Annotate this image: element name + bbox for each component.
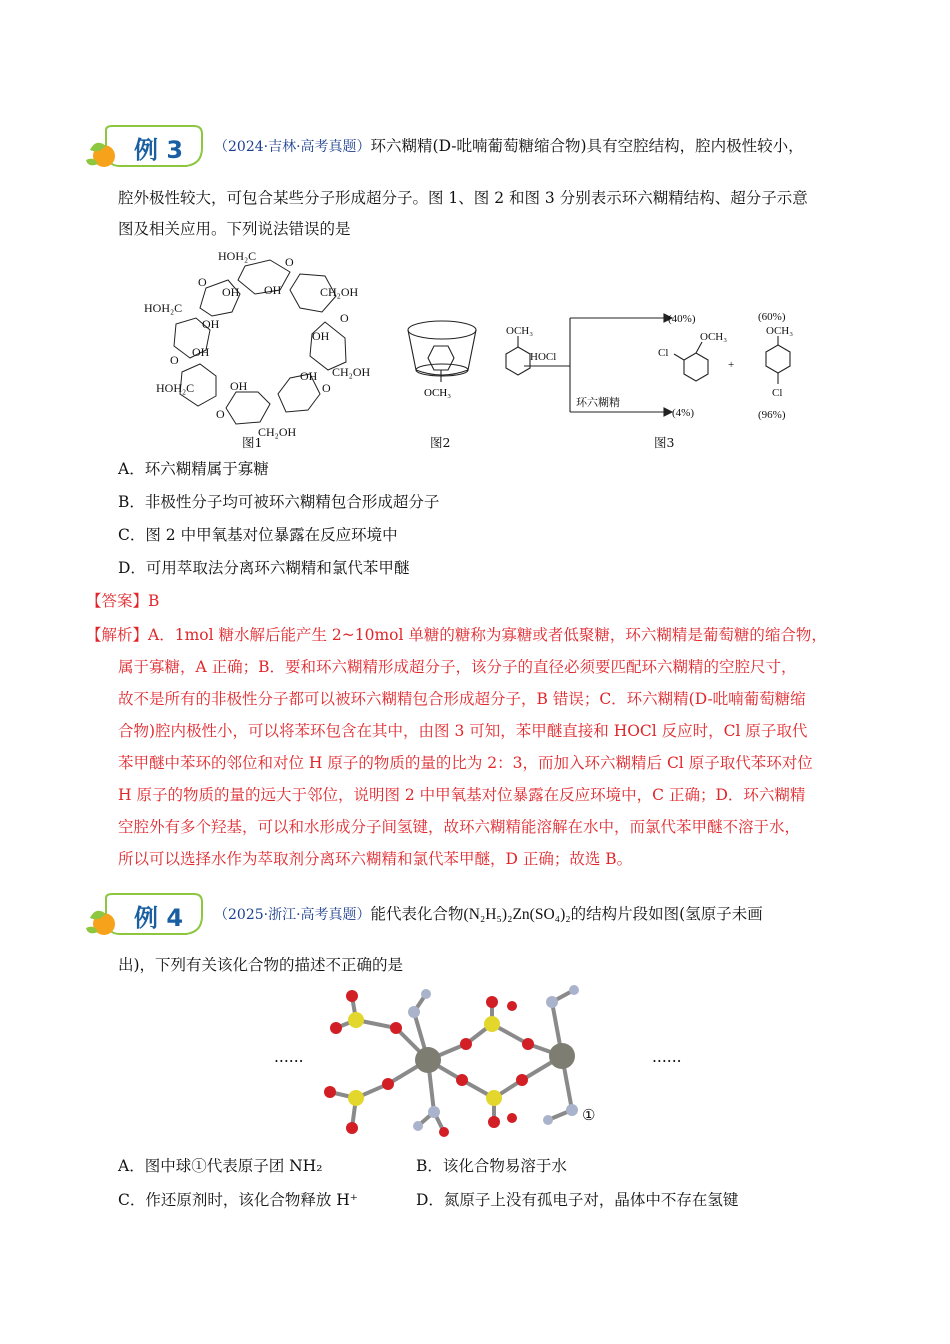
n-atom — [566, 1104, 578, 1116]
example3-stem-line3: 图及相关应用。下列说法错误的是 — [118, 220, 351, 238]
fig1-label: O — [216, 407, 225, 421]
example3-stem-line1: 环六糊精(D-吡喃葡萄糖缩合物)具有空腔结构，腔内极性较小， — [370, 137, 804, 155]
example4-badge-text: 例 4 — [134, 904, 184, 932]
fig1-label: OH — [230, 379, 248, 393]
fig1-label: O — [285, 255, 294, 269]
figure1-caption: 图1 — [242, 435, 263, 450]
analysis-line: 空腔外有多个羟基，可以和水形成分子间氢键，故环六糊精能溶解在水中，而氯代苯甲醚不溶于水， — [118, 818, 801, 836]
zn-atom — [549, 1043, 575, 1069]
n-atom — [413, 1121, 423, 1131]
answer-label: 【答案】 — [86, 592, 149, 610]
fig1-label: HOH₂C — [156, 381, 195, 395]
example3-option-a: A．环六糊精属于寡糖 — [118, 460, 269, 478]
s-atom — [348, 1090, 364, 1106]
example3-answer — [86, 590, 159, 612]
s-atom — [486, 1090, 502, 1106]
fig1-label: OH — [264, 283, 282, 297]
o-atom — [516, 1074, 528, 1086]
analysis-line — [86, 624, 827, 646]
analysis-line: 故不是所有的非极性分子都可以被环六糊精包合形成超分子，B 错误；C．环六糊精(D-吡喃葡萄糖缩 — [118, 690, 806, 708]
o-atom — [507, 1113, 517, 1123]
figure2-supramolecule — [398, 316, 488, 416]
example3-option-d: D．可用萃取法分离环六糊精和氯代苯甲醚 — [118, 559, 410, 577]
fig1-label: O — [322, 381, 331, 395]
fig1-label: CH₂OH — [320, 285, 359, 299]
o-atom — [390, 1022, 402, 1034]
example3-source-tag: （2024·吉林·高考真题） — [214, 139, 371, 155]
fig3-reagent: HOCl — [530, 351, 557, 363]
fig1-label: OH — [222, 285, 240, 299]
o-atom — [488, 1116, 500, 1128]
o-atom — [330, 1022, 342, 1034]
o-atom — [507, 1001, 517, 1011]
ellipsis-left: ...... — [274, 1048, 304, 1066]
fig3-plus: + — [728, 359, 735, 371]
example4-option-c: C．作还原剂时，该化合物释放 H⁺ — [118, 1191, 358, 1209]
example4-badge — [86, 892, 206, 938]
example4-stem-line1 — [214, 903, 763, 926]
figure3-caption: 图3 — [654, 435, 675, 450]
fig1-label: OH — [300, 369, 318, 383]
example4-stem-line2: 出)，下列有关该化合物的描述不正确的是 — [118, 956, 404, 974]
fig1-label: OH — [312, 329, 330, 343]
fig1-label: OH — [192, 345, 210, 359]
fig1-label: CH₂OH — [258, 425, 297, 439]
n-atom — [546, 996, 558, 1008]
example3-badge-text: 例 3 — [134, 136, 184, 164]
fig3-ortho-bottom-pct: (4%) — [672, 407, 694, 419]
ellipsis-right: ...... — [652, 1048, 682, 1066]
n-atom — [543, 1115, 553, 1125]
example3-source — [214, 135, 804, 158]
analysis-line: 苯甲醚中苯环的邻位和对位 H 原子的物质的量的比为 2：3，而加入环六糊精后 Cl 原子取代苯环对位 — [118, 754, 813, 772]
fig3-condition: 环六糊精 — [576, 397, 620, 409]
o-atom — [456, 1074, 468, 1086]
figure3-reaction — [488, 300, 828, 430]
o-atom — [460, 1038, 472, 1050]
example3-option-b: B．非极性分子均可被环六糊精包合形成超分子 — [118, 493, 440, 511]
fig1-label: O — [340, 311, 349, 325]
n-atom — [428, 1106, 440, 1118]
example3-option-c: C．图 2 中甲氧基对位暴露在反应环境中 — [118, 526, 398, 544]
example3-badge — [86, 124, 206, 170]
s-atom — [484, 1016, 500, 1032]
fig3-para-cl: Cl — [772, 387, 783, 399]
fig1-label: OH — [202, 317, 220, 331]
example3-stem-line2: 腔外极性较大，可包合某些分子形成超分子。图 1、图 2 和图 3 分别表示环六糊精结构、超分子示意 — [118, 189, 808, 207]
analysis-label: 【解析】 — [86, 626, 149, 644]
o-atom — [346, 990, 358, 1002]
s-atom — [348, 1012, 364, 1028]
analysis-line: 属于寡糖，A 正确；B．要和环六糊精形成超分子，该分子的直径必须要匹配环六糊精的空腔尺寸， — [118, 658, 797, 676]
n-atom — [569, 985, 579, 995]
answer-value: B — [148, 592, 160, 610]
fig3-para-top-pct: (60%) — [758, 311, 786, 323]
figure2-caption: 图2 — [430, 435, 451, 450]
example4-structure-figure — [316, 972, 616, 1152]
example4-option-b: B．该化合物易溶于水 — [416, 1157, 567, 1175]
analysis-line: 所以可以选择水作为萃取剂分离环六糊精和氯代苯甲醚，D 正确；故选 B。 — [118, 850, 633, 868]
fig3-para-bottom-pct: (96%) — [758, 409, 786, 421]
example4-source-tag: （2025·浙江·高考真题） — [214, 907, 371, 923]
fig3-reactant: OCH₃ — [506, 325, 534, 337]
o-atom — [439, 1127, 449, 1137]
fig3-ortho-cl: Cl — [658, 347, 669, 359]
o-atom — [346, 1122, 358, 1134]
fig3-ortho-top-pct: (40%) — [668, 313, 696, 325]
example4-stem-post: 的结构片段如图(氢原子未画 — [570, 905, 763, 923]
fig3-para-sub: OCH₃ — [766, 325, 794, 337]
analysis-line: 合物)腔内极性小，可以将苯环包含在其中，由图 3 可知，苯甲醚直接和 HOCl 反应时，Cl 原子取代 — [118, 722, 808, 740]
fig2-label: OCH₃ — [424, 387, 452, 399]
ball-marker: ① — [582, 1106, 596, 1124]
fig1-label: CH₂OH — [332, 365, 371, 379]
fig1-label: O — [170, 353, 179, 367]
fig1-label: O — [198, 275, 207, 289]
example4-option-a: A．图中球①代表原子团 NH₂ — [118, 1157, 323, 1175]
n-atom — [408, 1006, 420, 1018]
o-atom — [324, 1086, 336, 1098]
fig1-label: HOH₂C — [144, 301, 183, 315]
example4-option-d: D．氮原子上没有孤电子对，晶体中不存在氢键 — [416, 1191, 739, 1209]
o-atom — [486, 996, 498, 1008]
fig1-label: HOH₂C — [218, 249, 257, 263]
zn-atom — [415, 1047, 441, 1073]
example4-formula: (N₂H₅)₂Zn(SO₄)₂ — [463, 906, 571, 923]
n-atom — [421, 989, 431, 999]
analysis-text: A．1mol 糖水解后能产生 2~10mol 单糖的糖称为寡糖或者低聚糖，环六糊精是葡萄糖的缩合物， — [148, 626, 827, 644]
analysis-line: H 原子的物质的量的远大于邻位，说明图 2 中甲氧基对位暴露在反应环境中，C 正确；D．环六糊精 — [118, 786, 806, 804]
fig3-ortho-sub: OCH₃ — [700, 331, 728, 343]
o-atom — [382, 1078, 394, 1090]
o-atom — [522, 1038, 534, 1050]
example4-stem-pre: 能代表化合物 — [370, 905, 464, 923]
figure1-cyclodextrin — [140, 246, 390, 446]
